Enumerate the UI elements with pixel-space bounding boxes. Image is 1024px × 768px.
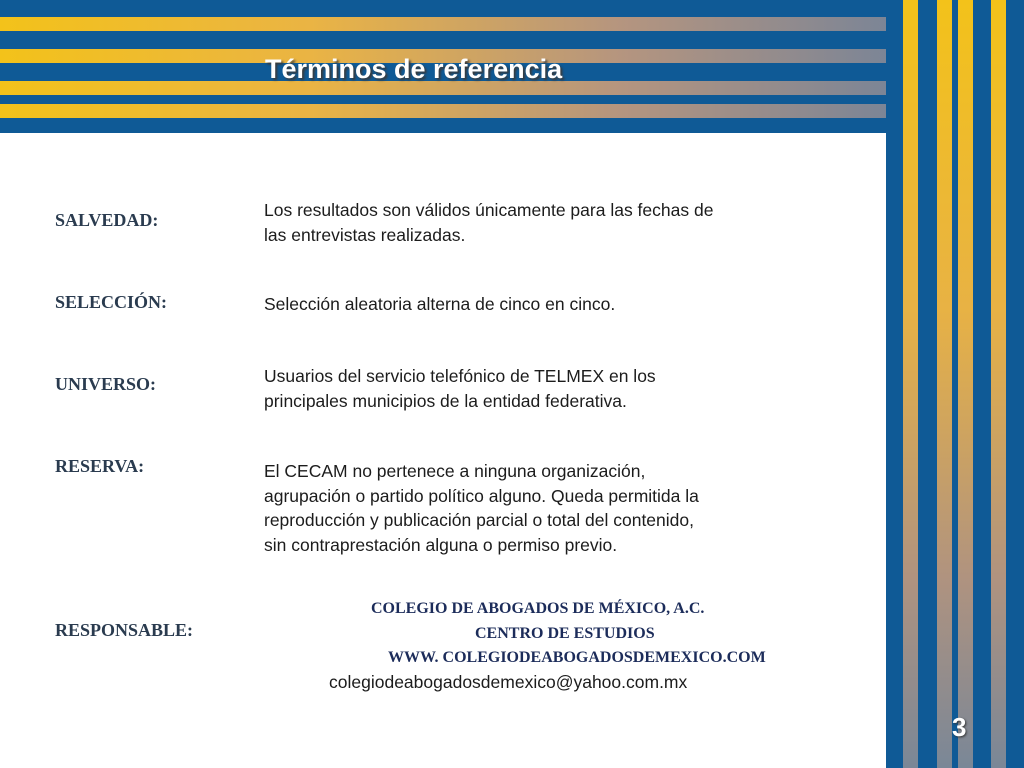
vertical-stripe [937, 0, 952, 768]
term-label-universo: UNIVERSO: [55, 374, 157, 394]
slide-title: Términos de referencia [265, 54, 563, 84]
description-line: principales municipios de la entidad federativa. [264, 390, 627, 411]
vertical-stripe [958, 0, 973, 768]
description-line: reproducción y publicación parcial o total del contenido, [264, 510, 694, 530]
responsable-organization: COLEGIO DE ABOGADOS DE MÉXICO, A.C. [371, 600, 705, 617]
term-description-salvedad [264, 198, 784, 247]
description-line: sin contraprestación alguna o permiso previo. [264, 534, 618, 555]
description-line: Los resultados son válidos únicamente para las fechas de [264, 200, 714, 220]
responsable-email: colegiodeabogadosdemexico@yahoo.com.mx [329, 672, 688, 692]
vertical-stripe [903, 0, 918, 768]
term-description-seleccion [264, 292, 784, 317]
horizontal-stripe [0, 17, 886, 31]
page-number: 3 [952, 712, 967, 742]
responsable-website: WWW. COLEGIODEABOGADOSDEMEXICO.COM [388, 649, 766, 666]
description-line: El CECAM no pertenece a ninguna organización, [264, 461, 646, 481]
term-description-reserva [264, 459, 784, 557]
description-line: Selección aleatoria alterna de cinco en cinco. [264, 294, 616, 314]
term-label-seleccion: SELECCIÓN: [55, 292, 168, 312]
description-line: Usuarios del servicio telefónico de TELMEX en los [264, 366, 656, 386]
horizontal-stripe [0, 104, 886, 118]
term-description-universo [264, 364, 784, 413]
term-label-salvedad: SALVEDAD: [55, 210, 159, 230]
description-line: las entrevistas realizadas. [264, 224, 466, 245]
description-line: agrupación o partido político alguno. Queda permitida la [264, 485, 699, 506]
term-label-responsable: RESPONSABLE: [55, 620, 194, 640]
responsable-center: CENTRO DE ESTUDIOS [475, 625, 655, 642]
term-label-reserva: RESERVA: [55, 456, 145, 476]
vertical-stripe [991, 0, 1006, 768]
